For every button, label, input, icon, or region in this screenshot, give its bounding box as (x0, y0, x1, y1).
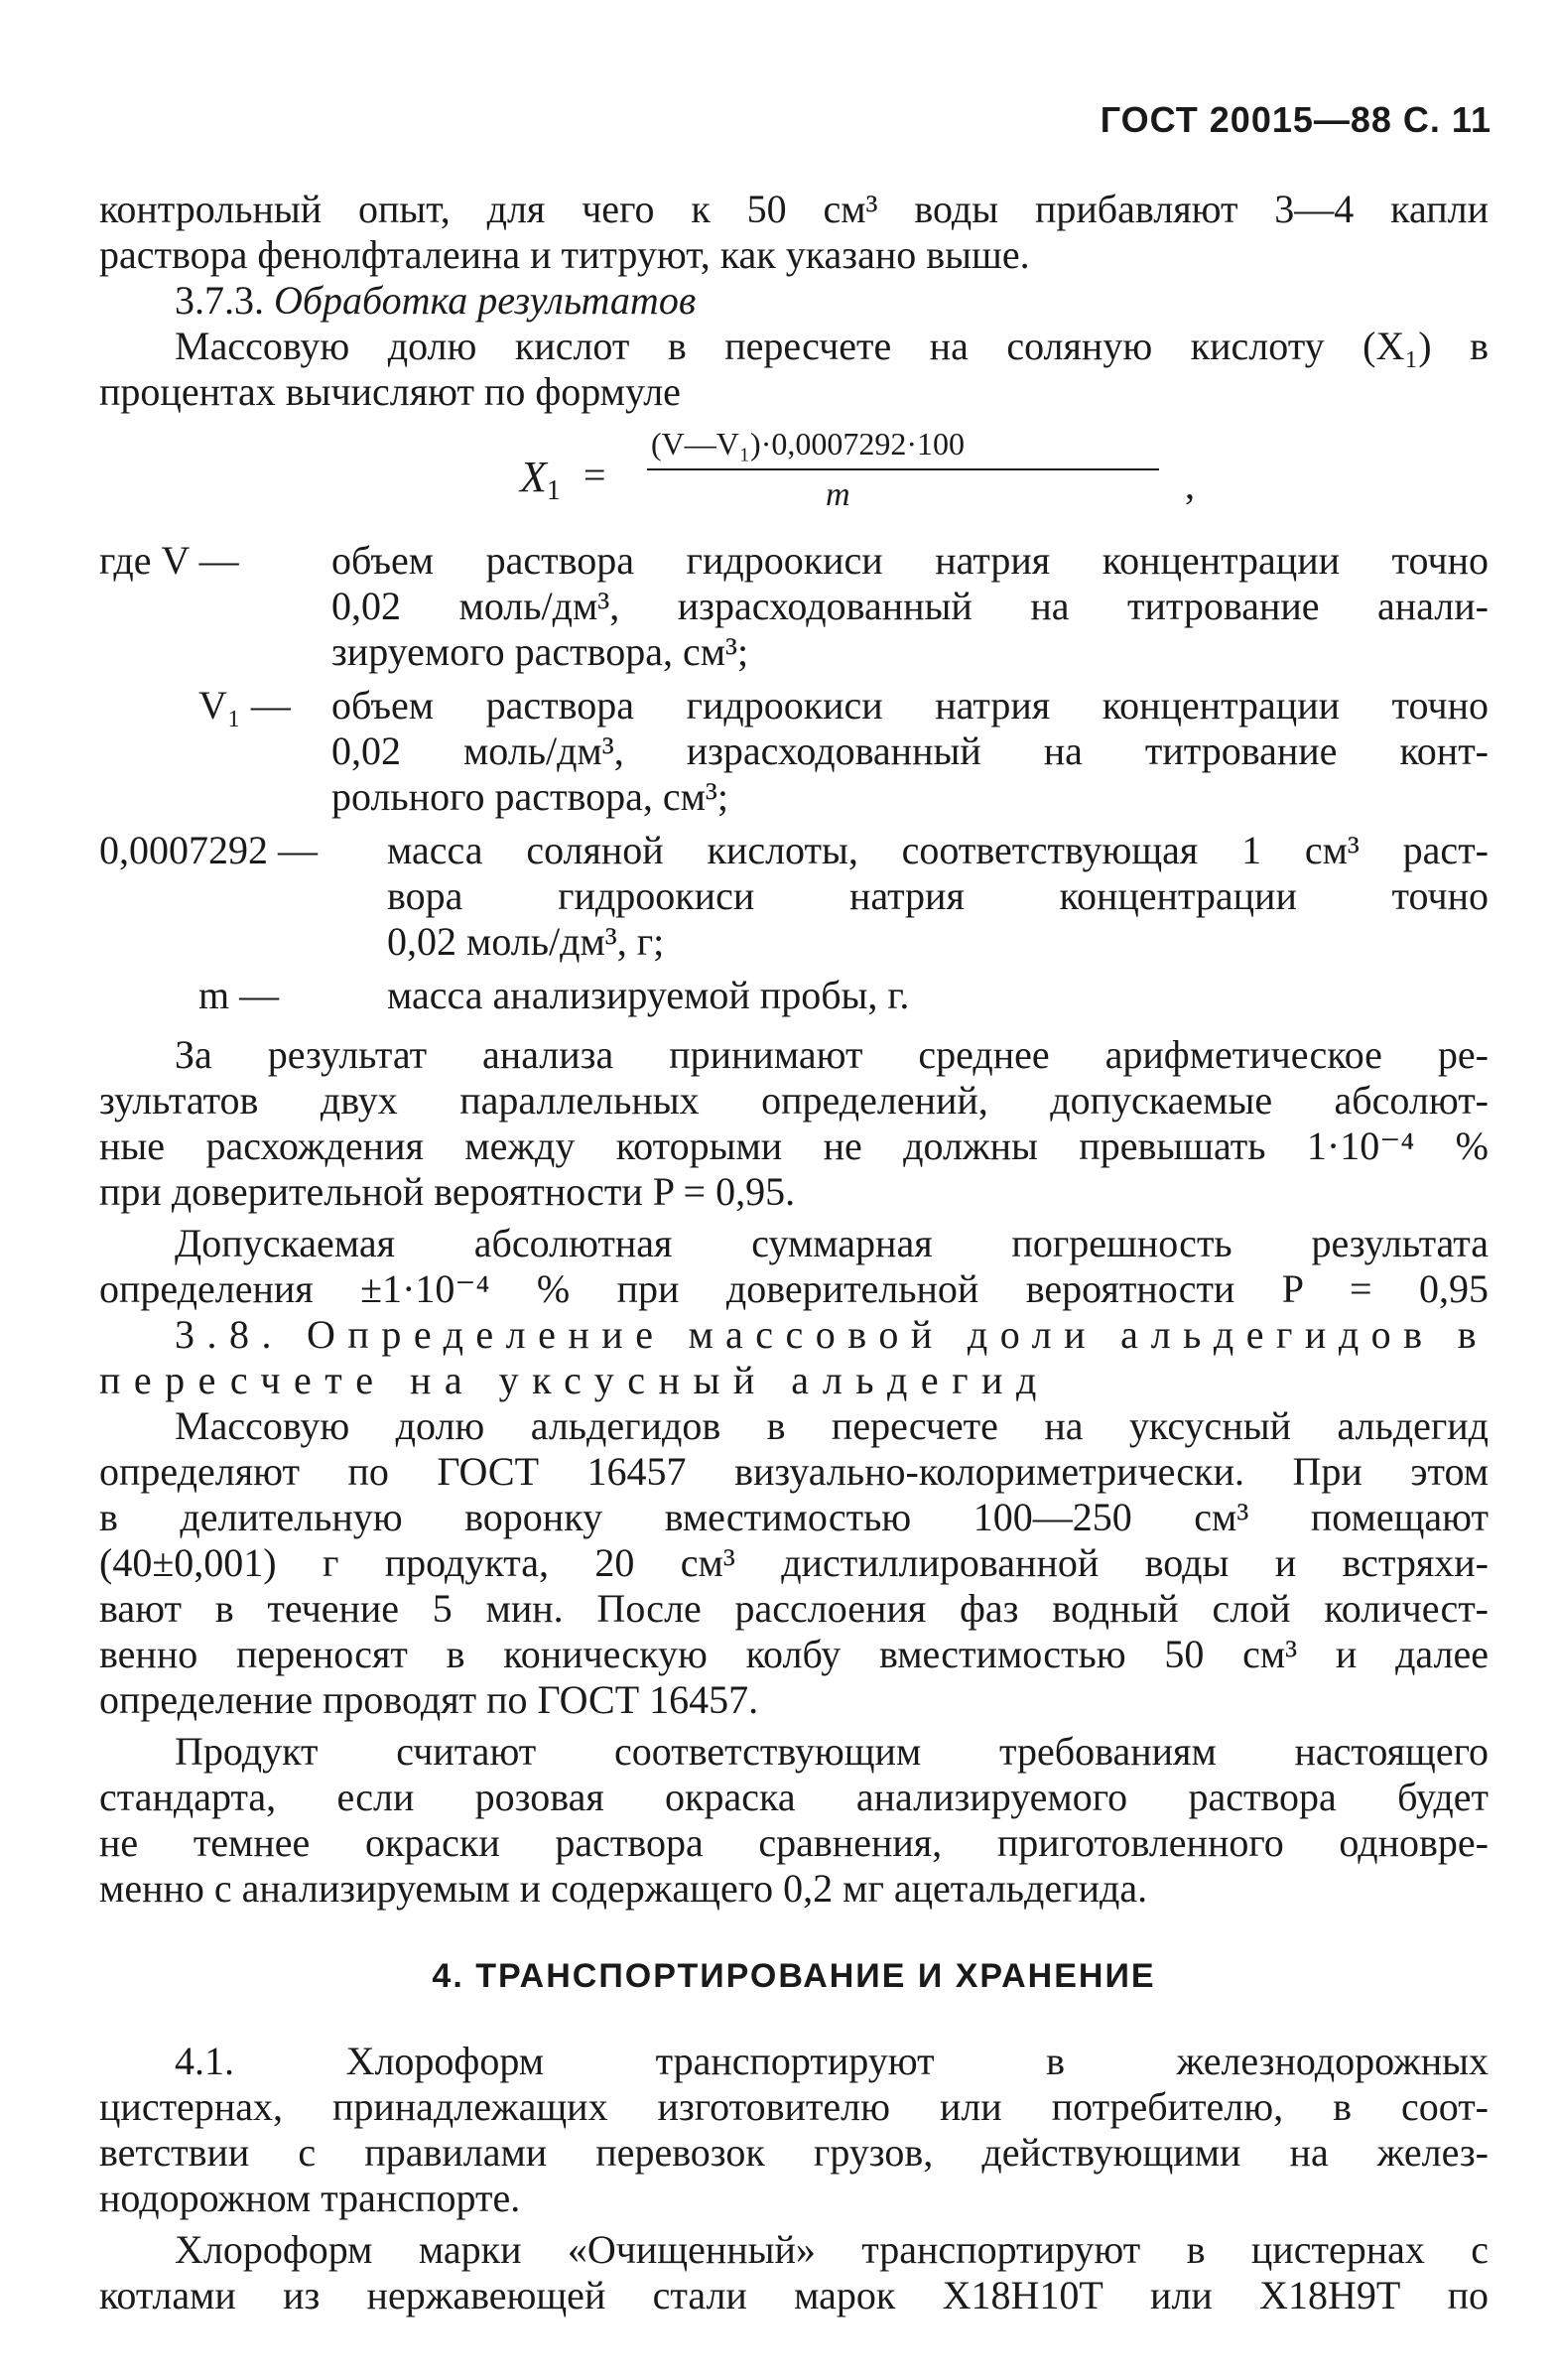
fraction-bar (647, 468, 1159, 470)
definition-text (331, 683, 1489, 820)
section-title: 4. ТРАНСПОРТИРОВАНИЕ И ХРАНЕНИЕ (432, 1957, 1156, 1995)
text-line: масса соляной кислоты, соответствующая 1 см³ раст- (387, 828, 1489, 872)
clause-3-8-heading (99, 1312, 1489, 1403)
definition-m (99, 973, 1489, 1018)
formula-subscript: 1 (546, 475, 561, 506)
formula-denominator: m (826, 476, 850, 513)
running-header: ГОСТ 20015—88 С. 11 (1100, 99, 1492, 140)
text-line: 0,02 моль/дм³, г; (387, 919, 665, 964)
text-line: Продукт считают соответствующим требованиям настоящего (175, 1729, 1489, 1774)
formula-equals: = (584, 453, 606, 497)
definition-v1 (99, 683, 1489, 820)
text-line: венно переносят в коническую колбу вместимостью 50 см³ и далее (99, 1632, 1489, 1676)
definition-text (331, 538, 1489, 675)
text-line: стандарта, если розовая окраска анализируемого раствора будет (99, 1775, 1489, 1819)
clause-number: 3.7.3. (175, 278, 264, 323)
clause-title: Обработка результатов (274, 278, 697, 323)
text-line: Массовую долю альдегидов в пересчете на уксусный альдегид (175, 1403, 1489, 1448)
definition-v (99, 538, 1489, 675)
error-paragraph (99, 1221, 1489, 1312)
text-line: процентах вычисляют по формуле (99, 369, 681, 414)
text-line: контрольный опыт, для чего к 50 см³ воды прибавляют 3—4 капли (99, 187, 1489, 231)
aldehyde-paragraph (99, 1403, 1489, 1723)
conformity-paragraph (99, 1729, 1489, 1912)
text-line: определение проводят по ГОСТ 16457. (99, 1677, 759, 1722)
transport-paragraph (99, 2227, 1489, 2318)
text-line: Хлороформ марки «Очищенный» транспортируют в цистернах с (175, 2227, 1489, 2272)
text-line: в делительную воронку вместимостью 100—250 см³ помещают (99, 1495, 1489, 1539)
text-line: объем раствора гидроокиси натрия концентрации точно (331, 538, 1489, 583)
text-line: 0,02 моль/дм³, израсходованный на титрование конт- (331, 728, 1489, 773)
text-line: не темнее окраски раствора сравнения, приготовленного одновре- (99, 1820, 1489, 1865)
definition-label: где V — (99, 538, 239, 583)
formula-lhs: $X_1$ (520, 453, 561, 506)
text-line: зультатов двух параллельных определений, допускаемые абсолют- (99, 1078, 1489, 1123)
text-line: 4.1. Хлороформ транспортируют в железнодорожных (175, 2039, 1489, 2083)
text-line: раствора фенолфталеина и титруют, как указано выше. (99, 232, 1030, 277)
intro-paragraph (99, 187, 1489, 278)
text-line: нодорожном транспорте. (99, 2176, 521, 2220)
definition-text (387, 973, 1489, 1018)
page-content (99, 187, 1489, 2318)
text-line: менно с анализируемым и содержащего 0,2 мг ацетальдегида. (99, 1866, 1148, 1911)
text-line: пересчете на уксусный альдегид (99, 1358, 1050, 1402)
text-line: объем раствора гидроокиси натрия концентрации точно (331, 683, 1489, 727)
text-line: вают в течение 5 мин. После расслоения фаз водный слой количест- (99, 1586, 1489, 1631)
text-line: рольного раствора, см³; (331, 774, 729, 819)
text-line: ные расхождения между которыми не должны превышать 1·10⁻⁴ % (99, 1124, 1489, 1168)
formula-numerator: (V—V₁)·0,0007292·100 (651, 426, 965, 462)
definition-label: V₁ — (198, 683, 291, 727)
text-line: масса анализируемой пробы, г. (387, 973, 910, 1017)
text-line: вора гидроокиси натрия концентрации точно (387, 873, 1489, 918)
definition-constant (99, 828, 1489, 965)
definition-text (371, 828, 1489, 965)
clause-4-1-paragraph (99, 2039, 1489, 2221)
text-line: при доверительной вероятности P = 0,95. (99, 1169, 796, 1214)
text-line: определяют по ГОСТ 16457 визуально-колориметрически. При этом (99, 1449, 1489, 1494)
text-line: За результат анализа принимают среднее арифметическое ре- (175, 1032, 1489, 1077)
result-paragraph (99, 1032, 1489, 1215)
definition-label: m — (198, 973, 280, 1017)
text-line: 0,02 моль/дм³, израсходованный на титрование анали- (331, 584, 1489, 628)
text-line: цистернах, принадлежащих изготовителю или потребителю, в соот- (99, 2084, 1489, 2129)
text-line: ветствии с правилами перевозок грузов, действующими на желез- (99, 2130, 1489, 2175)
text-line: Допускаемая абсолютная суммарная погрешность результата (175, 1221, 1489, 1265)
formula-comma: , (1185, 463, 1195, 507)
definition-label: 0,0007292 — (99, 828, 318, 872)
formula-intro-paragraph (99, 324, 1489, 415)
text-line: 3.8. Определение массовой доли альдегидов в (175, 1312, 1489, 1357)
formula (99, 415, 1489, 532)
clause-heading (99, 278, 1489, 324)
text-line: определения ±1·10⁻⁴ % при доверительной вероятности P = 0,95 (99, 1266, 1489, 1311)
text-line: Массовую долю кислот в пересчете на соляную кислоту (X₁) в (175, 324, 1489, 368)
text-line: (40±0,001) г продукта, 20 см³ дистиллированной воды и встряхи- (99, 1540, 1489, 1585)
text-line: котлами из нержавеющей стали марок Х18Н10Т или Х18Н9Т по (99, 2273, 1489, 2317)
text-line: зируемого раствора, см³; (331, 629, 749, 674)
